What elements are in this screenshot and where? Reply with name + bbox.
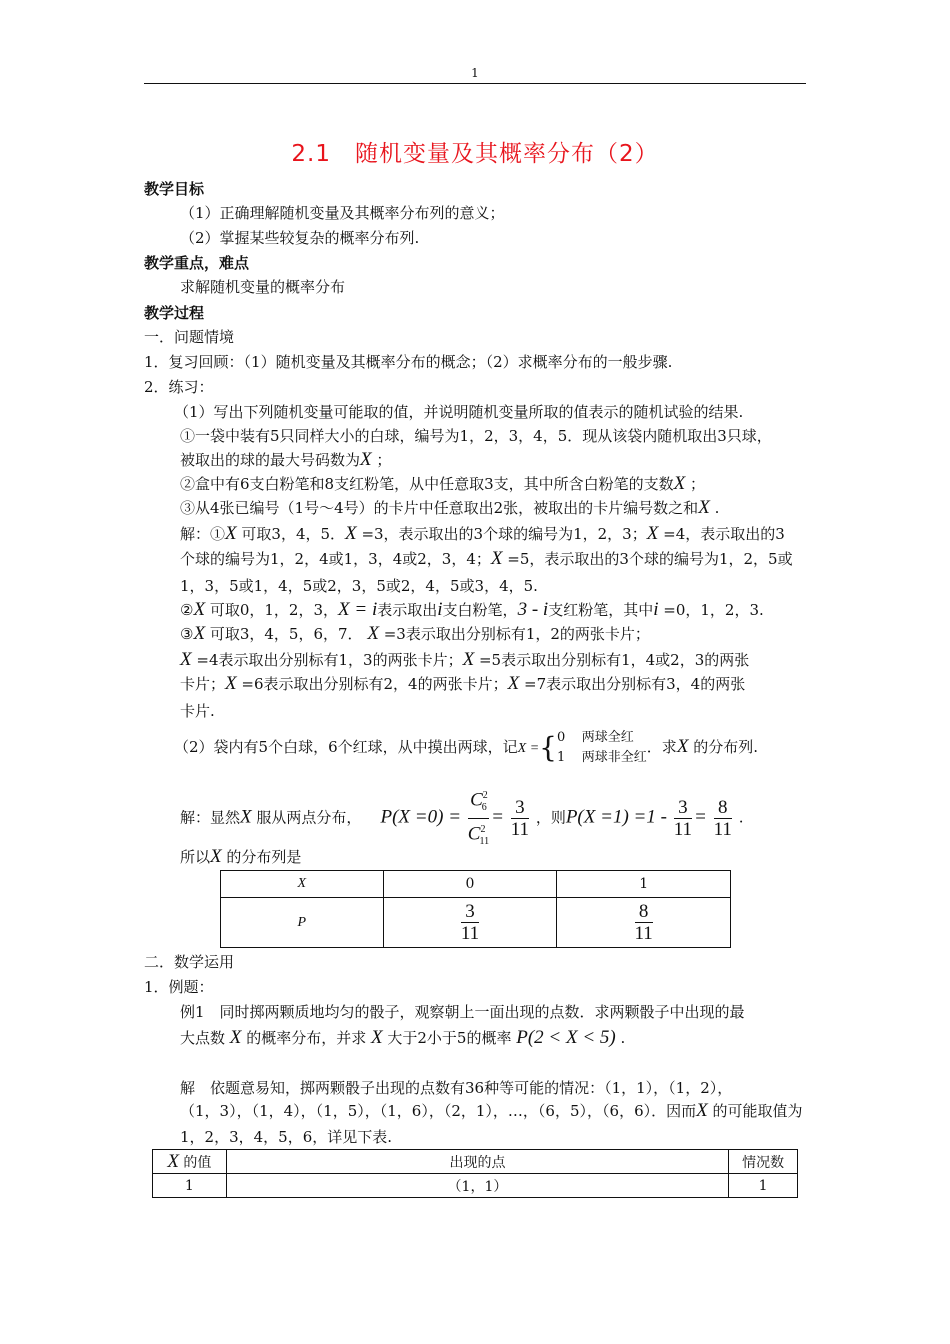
solution-c-line1: ③X 可取3，4，5，6，7． X =3表示取出分别标有1，2的两张卡片； xyxy=(180,623,650,644)
section-heading: 一．问题情境 xyxy=(144,328,235,346)
solution-b: ②X 可取0，1，2，3，X = i表示取出i支白粉笔，3 - i支红粉笔，其中i =0，1，2，3. xyxy=(180,599,764,620)
example-1-line2: 大点数 X 的概率分布，并求 X 大于2小于5的概率 P(2 < X < 5) . xyxy=(180,1027,626,1048)
solution-a-line3: 1，3，5或1，4，5或2，3，5或2，4，5或3，4，5. xyxy=(180,577,538,595)
table-cell: 1 xyxy=(557,871,731,898)
distribution-intro: 所以X 的分布列是 xyxy=(180,846,302,867)
practice-label: 2．练习： xyxy=(144,378,214,396)
example-1-line1: 例1 同时掷两颗质地均匀的骰子，观察朝上一面出现的点数．求两颗骰子中出现的最 xyxy=(180,1003,745,1021)
exercise-b: ②盒中有6支白粉笔和8支红粉笔，从中任意取3支，其中所含白粉笔的支数X ； xyxy=(180,473,706,494)
solution-a-line2: 个球的编号为1，2，4或1，3，4或2，3，4；X =5，表示取出的3个球的编号为1，2，5或 xyxy=(180,548,793,569)
examples-label: 1．例题： xyxy=(144,978,214,996)
exercise-intro: （1）写出下列随机变量可能取的值，并说明随机变量所取的值表示的随机试验的结果. xyxy=(174,403,744,421)
example-1-solution-line3: 1，2，3，4，5，6，详见下表. xyxy=(180,1128,393,1146)
goal-item: （1）正确理解随机变量及其概率分布列的意义； xyxy=(180,204,505,222)
exercise-2-solution: 解：显然X 服从两点分布， P(X =0) = $\frac{C^2_6}{C^2_{11}}$ = $\frac{3}{11}$ ，则P(X =1) =1 - $\frac{3}{11}$ = $\frac{8}{11}$ . xyxy=(180,785,743,852)
example-1-solution-line1: 解 依题意易知，掷两颗骰子出现的点数有36种等可能的情况：（1，1），（1，2）， xyxy=(180,1079,733,1097)
table-cell: X xyxy=(221,871,384,898)
table-cell: $\frac{3}{11}$ xyxy=(383,898,557,948)
table-row xyxy=(221,871,731,898)
exercise-a-line2: 被取出的球的最大号码数为X ； xyxy=(180,449,392,470)
exercise-2: （2）袋内有5个白球，6个红球，从中摸出两球，记X ={0 两球全红 1 两球非全红．求X 的分布列. xyxy=(174,730,758,765)
goals-heading: 教学目标 xyxy=(144,180,205,198)
exercise-a-line1: ①一袋中装有5只同样大小的白球，编号为1，2，3，4，5．现从该袋内随机取出3只球， xyxy=(180,427,772,445)
fraction-c62-c112: $\frac{C^2_6}{C^2_{11}}$ xyxy=(468,785,489,852)
table-row xyxy=(153,1150,798,1174)
example-1-solution-line2: （1，3），（1，4），（1，5），（1，6），（2，1），…，（6，5），（6，6）．因而X 的可能取值为 xyxy=(180,1100,803,1121)
table-row xyxy=(221,898,731,948)
key-points-heading: 教学重点，难点 xyxy=(144,254,250,272)
distribution-table xyxy=(220,870,731,948)
process-heading: 教学过程 xyxy=(144,304,205,322)
table-cell: （1，1） xyxy=(226,1174,728,1198)
key-points-text: 求解随机变量的概率分布 xyxy=(180,278,346,296)
table-cell: 1 xyxy=(729,1174,798,1198)
fraction-3-11: $\frac{3}{11}$ xyxy=(510,797,530,841)
dice-table xyxy=(152,1149,798,1198)
table-header-cell: X 的值 xyxy=(153,1150,227,1174)
table-row xyxy=(153,1174,798,1198)
solution-c-line2: X =4表示取出分别标有1，3的两张卡片；X =5表示取出分别标有1，4或2，3的两张 xyxy=(180,649,750,670)
solution-a-line1: 解：①X 可取3，4，5．X =3，表示取出的3个球的编号为1，2，3；X =4，表示取出的3 xyxy=(180,523,785,544)
review-paragraph: 1．复习回顾：（1）随机变量及其概率分布的概念；（2）求概率分布的一般步骤. xyxy=(144,353,673,371)
table-cell: P xyxy=(221,898,384,948)
table-header-cell: 出现的点 xyxy=(226,1150,728,1174)
goal-item: （2）掌握某些较复杂的概率分布列. xyxy=(180,229,420,247)
table-cell: $\frac{8}{11}$ xyxy=(557,898,731,948)
fraction-8-11: $\frac{8}{11}$ xyxy=(713,797,732,841)
table-cell: 0 xyxy=(383,871,557,898)
table-cell: 1 xyxy=(153,1174,227,1198)
page-title: 2.1 随机变量及其概率分布（2） xyxy=(291,141,659,167)
table-header-cell: 情况数 xyxy=(729,1150,798,1174)
solution-c-line3: 卡片；X =6表示取出分别标有2，4的两张卡片；X =7表示取出分别标有3，4的两张 xyxy=(180,673,746,694)
section-heading: 二．数学运用 xyxy=(144,953,235,971)
exercise-c: ③从4张已编号（1号～4号）的卡片中任意取出2张，被取出的卡片编号数之和X . xyxy=(180,497,720,518)
page-number: 1 xyxy=(471,66,479,80)
fraction-3-11: $\frac{3}{11}$ xyxy=(673,797,692,841)
solution-c-line4: 卡片. xyxy=(180,702,215,720)
header-rule xyxy=(144,83,806,84)
